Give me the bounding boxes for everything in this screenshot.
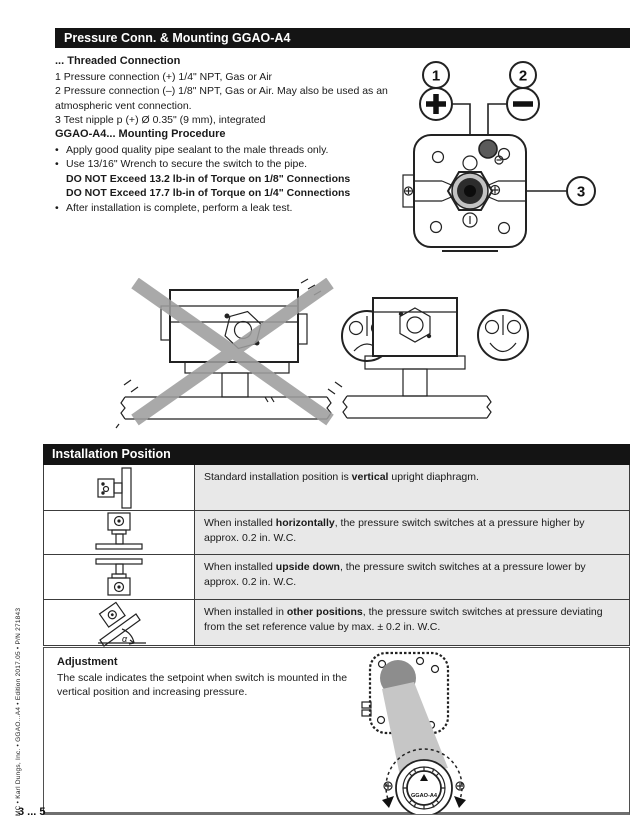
angle-label: α — [122, 633, 128, 644]
procedure-text: Use 13/16" Wrench to secure the switch to the pipe. — [66, 158, 308, 170]
pressure-switch-back-view — [403, 135, 526, 251]
arrow-right-icon — [454, 796, 466, 808]
callout-3 — [567, 177, 595, 205]
vertical-position-icon — [44, 465, 195, 510]
mounting-illustrations-figure — [115, 278, 555, 430]
angled-position-icon — [44, 600, 195, 645]
cell-text: When installed — [204, 517, 276, 529]
bullet-icon: • — [55, 143, 59, 156]
table-cell-text — [195, 465, 629, 510]
table-cell-text — [195, 511, 629, 554]
procedure-text: Apply good quality pipe sealant to the male threads only. — [66, 143, 329, 156]
threaded-connection-section — [55, 54, 407, 128]
adjustment-text: The scale indicates the setpoint when switch is mounted in the vertical position and increasing pressure. — [57, 671, 348, 698]
connection-diagram-figure — [398, 57, 610, 255]
table-row — [43, 511, 630, 555]
cell-text: Standard installation position is — [204, 471, 352, 483]
cell-text-bold: other positions — [286, 606, 363, 618]
page-number: 3 ... 5 — [18, 806, 46, 818]
cell-text: , the pressure switch switches at a pressure higher by approx. 0.2 in. W.C. — [204, 517, 585, 544]
cell-text: , the pressure switch switches at pressure deviating from the set reference value by max. ± 0.2 in. W.C. — [204, 606, 603, 633]
callout-1 — [420, 62, 452, 120]
callout-3-number: 3 — [576, 183, 586, 201]
procedure-text: After installation is complete, perform a leak test. — [66, 201, 293, 214]
procedure-item — [55, 143, 425, 158]
bullet-icon: • — [55, 201, 59, 214]
callout-2-leader-line — [488, 104, 507, 139]
horizontal-position-icon — [44, 511, 195, 554]
cell-text-bold: upside down — [275, 561, 340, 573]
mounting-procedure-section — [55, 127, 425, 215]
table-cell-text — [195, 555, 629, 599]
adjustment-heading: Adjustment — [57, 656, 118, 668]
adjustment-text-block — [57, 655, 357, 700]
adjustment-figure — [344, 648, 554, 814]
installation-position-table — [43, 444, 630, 646]
threaded-connection-heading: ... Threaded Connection — [55, 55, 181, 67]
cell-text: upright diaphragm. — [388, 471, 479, 483]
procedure-item — [55, 157, 425, 172]
threaded-connection-line: 3 Test nipple p (+) Ø 0.35" (9 mm), integrated — [55, 114, 266, 126]
callout-2 — [507, 62, 539, 120]
threaded-connection-line: 2 Pressure connection (–) 1/8" NPT, Gas or Air. May also be used as an atmospheric vent connection. — [55, 85, 388, 112]
table-row — [43, 465, 630, 511]
incorrect-mounting-figure — [116, 279, 342, 428]
page-title: Pressure Conn. & Mounting GGAO-A4 — [55, 28, 630, 48]
bullet-icon — [55, 172, 66, 187]
cell-text: When installed — [204, 561, 276, 573]
procedure-text: DO NOT Exceed 13.2 lb-in of Torque on 1/8" Connections — [66, 172, 351, 185]
table-cell-text — [195, 600, 629, 645]
table-row — [43, 600, 630, 646]
procedure-text: DO NOT Exceed 17.7 lb-in of Torque on 1/4" Connections — [66, 187, 351, 199]
upside-down-position-icon — [44, 555, 195, 599]
cell-text-bold: vertical — [351, 471, 389, 483]
cell-text: When installed in — [204, 606, 287, 618]
adjustment-section — [43, 647, 630, 815]
callout-2-number: 2 — [518, 67, 528, 85]
table-row — [43, 555, 630, 600]
pressure-port-minus — [479, 140, 497, 158]
cell-text-bold: horizontally — [275, 517, 335, 529]
sidebar-imprint: MC • Karl Dungs, Inc. • GGAO...A4 • Edition 2017.05 • P/N 271843 — [15, 607, 22, 816]
procedure-item — [55, 201, 425, 216]
threaded-connection-line: 1 Pressure connection (+) 1/4" NPT, Gas or Air — [55, 70, 273, 83]
callout-1-number: 1 — [431, 67, 441, 85]
cell-text: , the pressure switch switches at a pressure lower by approx. 0.2 in. W.C. — [204, 561, 586, 588]
bullet-icon: • — [55, 158, 59, 170]
bullet-icon — [55, 186, 66, 201]
smiley-face-icon — [478, 310, 528, 360]
installation-position-heading: Installation Position — [43, 444, 630, 465]
dial-label: GGAO-A4 — [410, 793, 438, 799]
procedure-warning — [55, 186, 425, 201]
mounting-procedure-heading: GGAO-A4... Mounting Procedure — [55, 128, 226, 140]
procedure-warning — [55, 172, 425, 187]
